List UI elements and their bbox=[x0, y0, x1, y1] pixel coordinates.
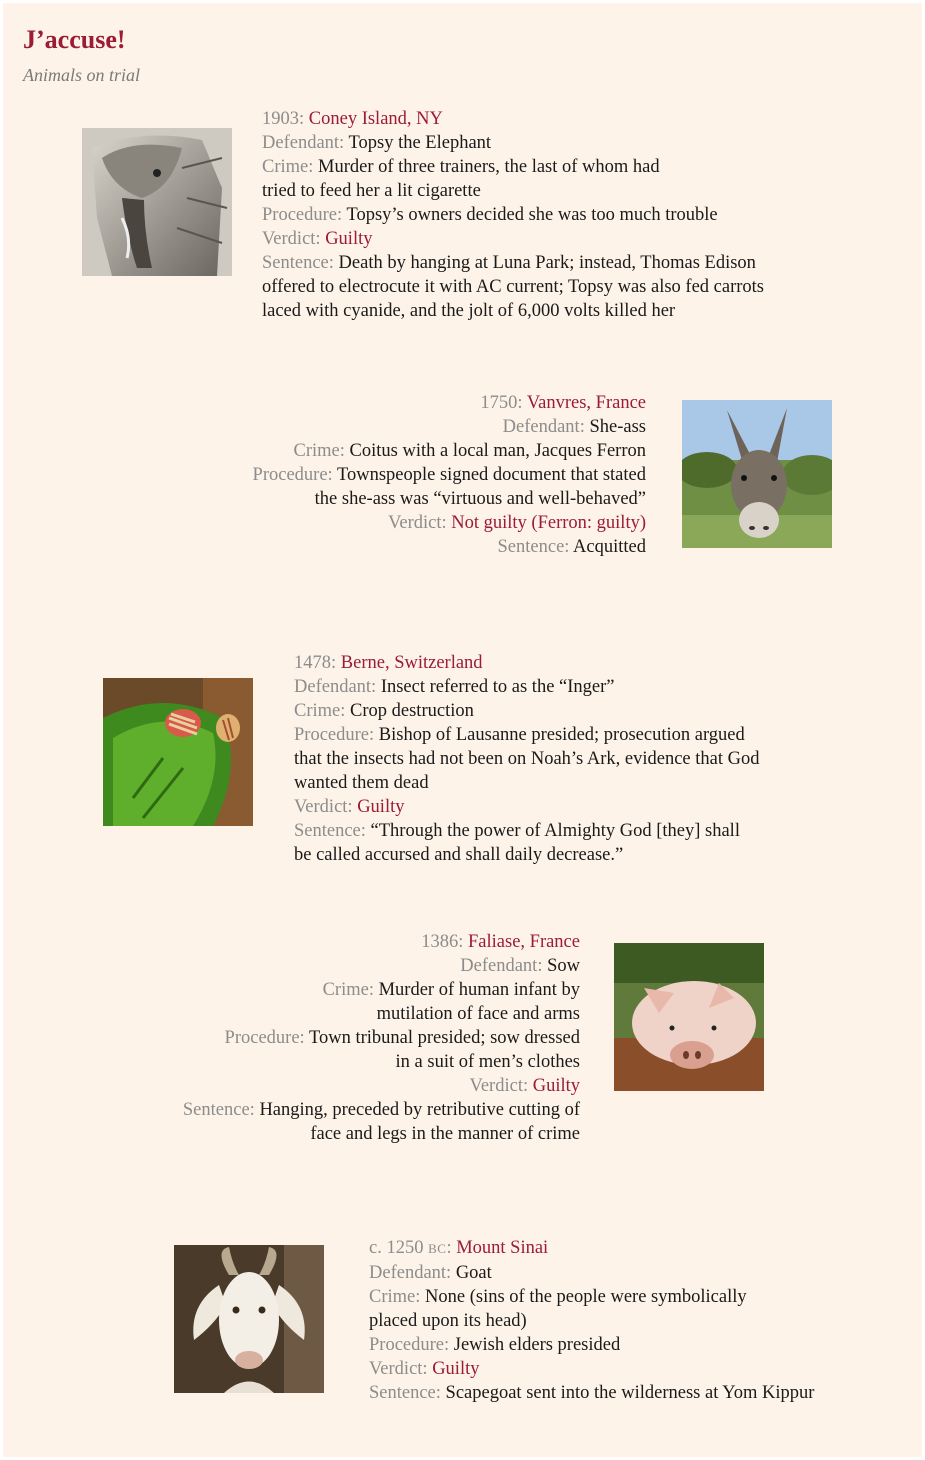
pig-photo bbox=[614, 943, 764, 1091]
page bbox=[3, 3, 922, 1457]
defendant-value: Topsy the Elephant bbox=[348, 133, 492, 153]
entry-header: 1386: Faliase, France bbox=[421, 932, 580, 952]
defendant-value: She-ass bbox=[589, 417, 646, 437]
entry-header: 1750: Vanvres, France bbox=[480, 393, 646, 413]
verdict-value: Guilty bbox=[325, 229, 373, 249]
page-title: J’accuse! bbox=[23, 25, 126, 54]
verdict-value: Guilty bbox=[532, 1076, 580, 1096]
verdict-value: Guilty bbox=[357, 797, 405, 817]
donkey-photo bbox=[682, 400, 832, 548]
trial-entry-1903: 1903: Coney Island, NY Defendant: Topsy the Elephant Crime: Murder of three trainers, the last of whom had tried to feed her a lit cigarette Procedure: Topsy’s owners decided she was too much trouble Verdict: Guilty Sentence: Death by hanging at Luna Park; instead, Thomas Edison offered to electrocute it with AC current; Topsy was also fed carrots laced with cyanide, and the jolt of 6,000 volts killed her bbox=[262, 107, 882, 323]
trial-entry-1750: 1750: Vanvres, France Defendant: She-ass Crime: Coitus with a local man, Jacques Ferron Procedure: Townspeople signed document that stated the she-ass was “virtuous and well-behaved” Verdict: Not guilty (Ferron: guilty) Sentence: Acquitted bbox=[143, 391, 646, 559]
entry-header: c. 1250 BC: Mount Sinai bbox=[369, 1238, 549, 1258]
goat-photo bbox=[174, 1245, 324, 1393]
page-subtitle: Animals on trial bbox=[23, 65, 141, 85]
defendant-value: Goat bbox=[455, 1263, 492, 1283]
trial-entry-1250bc: c. 1250 BC: Mount Sinai Defendant: Goat Crime: None (sins of the people were symbolically placed upon its head) Procedure: Jewish elders presided Verdict: Guilty Sentence: Scapegoat sent into the wilderness at Yom Kippur bbox=[369, 1236, 889, 1405]
insect-photo bbox=[103, 678, 253, 826]
elephant-photo bbox=[82, 128, 232, 276]
verdict-value: Guilty bbox=[432, 1359, 480, 1379]
entry-header: 1903: Coney Island, NY bbox=[262, 109, 443, 129]
entry-header: 1478: Berne, Switzerland bbox=[294, 653, 483, 673]
trial-entry-1386: 1386: Faliase, France Defendant: Sow Crime: Murder of human infant by mutilation of face and arms Procedure: Town tribunal presided; sow dressed in a suit of men’s clothes Verdict: Guilty Sentence: Hanging, preceded by retributive cutting of face and legs in the manner of crime bbox=[93, 930, 580, 1146]
defendant-value: Insect referred to as the “Inger” bbox=[380, 677, 615, 697]
trial-entry-1478: 1478: Berne, Switzerland Defendant: Insect referred to as the “Inger” Crime: Crop destruction Procedure: Bishop of Lausanne presided; prosecution argued that the insects had not been on Noah’s Ark, evidence that God wanted them dead Verdict: Guilty Sentence: “Through the power of Almighty God [they] shall be called accursed and shall daily decrease.” bbox=[294, 651, 894, 867]
verdict-value: Not guilty (Ferron: guilty) bbox=[451, 513, 646, 533]
defendant-value: Sow bbox=[547, 956, 580, 976]
